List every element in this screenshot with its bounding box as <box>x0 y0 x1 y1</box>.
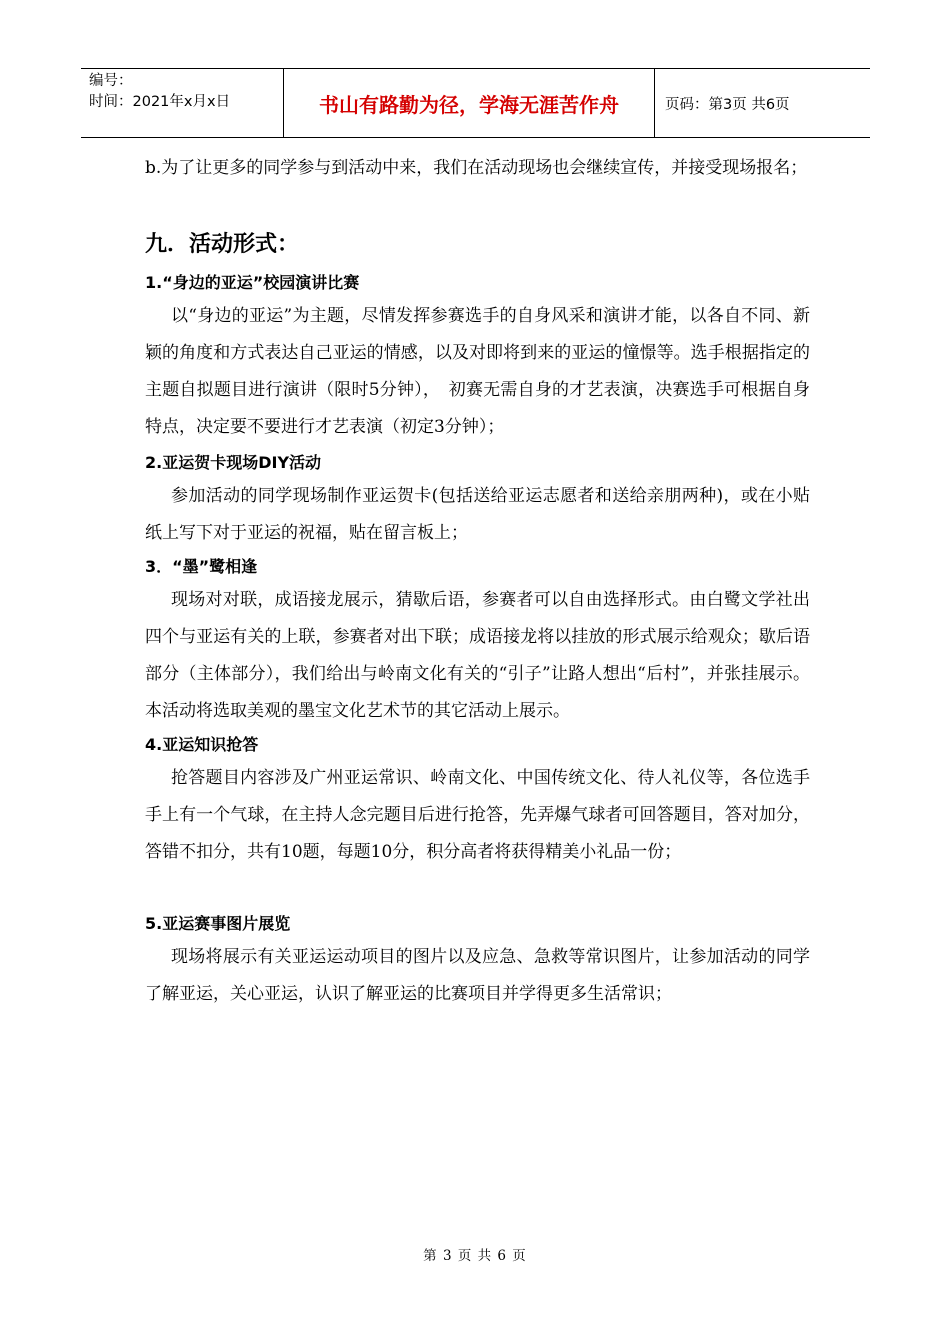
item-text: 以“身边的亚运”为主题，尽情发挥参赛选手的自身风采和演讲才能，以各自不同、新颖的角度和方式表达自己亚运的情感，以及对即将到来的亚运的憧憬等。选手根据指定的主题自拟题目进行演讲（限时5分钟）， 初赛无需自身的才艺表演，决赛选手可根据自身特点，决定要不要进行才艺表演（初定3分钟）； <box>145 306 810 437</box>
header-motto: 书山有路勤为径，学海无涯苦作舟 <box>283 69 655 137</box>
page-footer: 第 3 页 共 6 页 <box>423 1248 527 1264</box>
item-title: 4.亚运知识抢答 <box>145 735 259 754</box>
item-text: 参加活动的同学现场制作亚运贺卡(包括送给亚运志愿者和送给亲朋两种)，或在小贴纸上写下对于亚运的祝福，贴在留言板上； <box>145 486 810 543</box>
item-title: 1.“身边的亚运”校园演讲比赛 <box>145 273 360 292</box>
item-text: 现场对对联，成语接龙展示，猜歇后语，参赛者可以自由选择形式。由白鹭文学社出四个与亚运有关的上联，参赛者对出下联；成语接龙将以挂放的形式展示给观众；歇后语部分（主体部分），我们给出与岭南文化有关的“引子”让路人想出“后村”，并张挂展示。本活动将选取美观的墨宝文化艺术节的其它活动上展示。 <box>145 590 810 721</box>
section-title: 九．活动形式： <box>145 232 300 257</box>
item-text: 现场将展示有关亚运运动项目的图片以及应急、急救等常识图片，让参加活动的同学了解亚运，关心亚运，认识了解亚运的比赛项目并学得更多生活常识； <box>145 947 810 1004</box>
header-page-info: 页码：第3页 共6页 <box>665 96 790 113</box>
number-label: 编号： <box>89 73 133 89</box>
item-text: 抢答题目内容涉及广州亚运常识、岭南文化、中国传统文化、待人礼仪等，各位选手手上有一个气球，在主持人念完题目后进行抢答，先弄爆气球者可回答题目，答对加分，答错不扣分，共有10题，每题10分，积分高者将获得精美小礼品一份； <box>145 768 810 862</box>
item-title: 2.亚运贺卡现场DIY活动 <box>145 453 322 472</box>
intro-paragraph: b.为了让更多的同学参与到活动中来，我们在活动现场也会继续宣传，并接受现场报名； <box>145 158 808 178</box>
item-title: 5.亚运赛事图片展览 <box>145 914 291 933</box>
date-label: 时间：2021年x月x日 <box>89 94 231 110</box>
document-body <box>145 150 810 1013</box>
item-title: 3．“墨”鹭相逢 <box>145 557 258 576</box>
page-header <box>81 68 870 138</box>
header-meta <box>81 69 283 137</box>
